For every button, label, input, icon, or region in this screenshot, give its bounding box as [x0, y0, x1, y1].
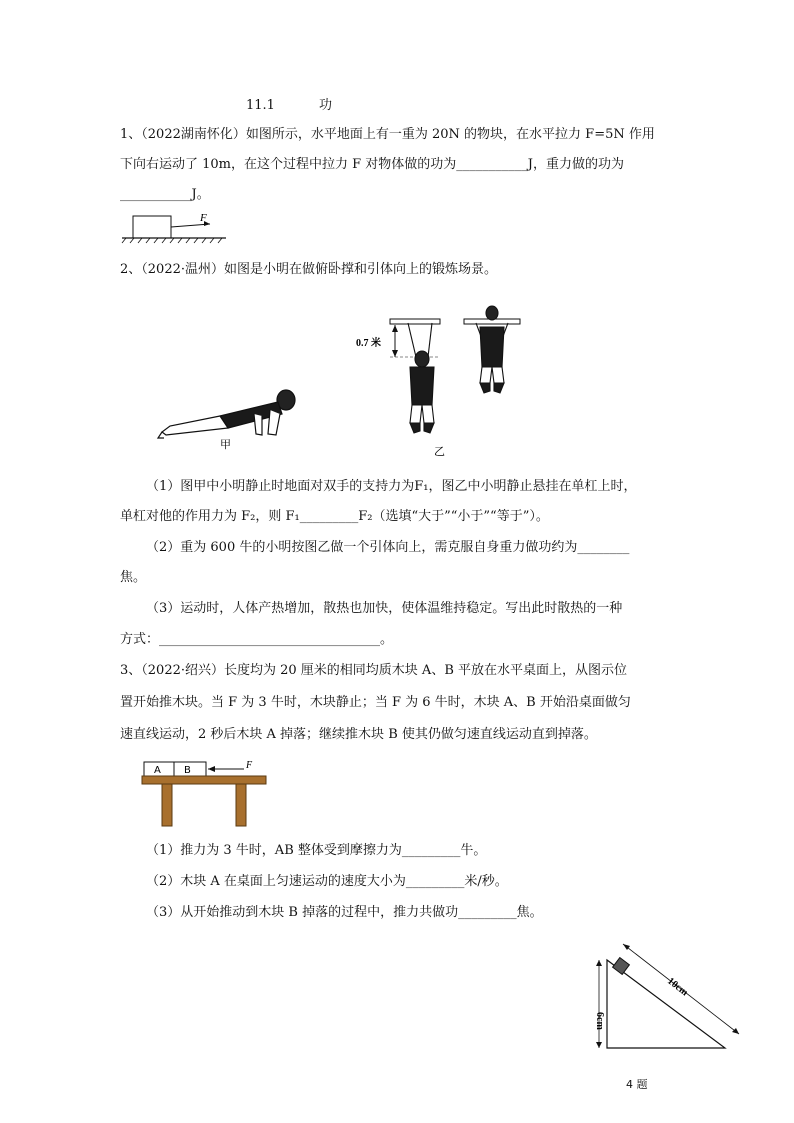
q3-part2: （2）木块 A 在桌面上匀速运动的速度大小为_________米/秒。	[146, 874, 508, 889]
pullup-label: 乙	[434, 445, 445, 458]
q1-force-label: F	[200, 212, 207, 224]
block-b-label: B	[184, 765, 191, 776]
block-a-label: A	[154, 765, 161, 776]
q2-line-1: 2、（2022·温州）如图是小明在做俯卧撑和引体向上的锻炼场景。	[120, 262, 497, 277]
section-number: 11.1	[246, 98, 275, 113]
pushup-figure	[150, 380, 310, 450]
q3-table-figure	[140, 758, 270, 830]
q2-part1-line-2: 单杠对他的作用力为 F₂，则 F₁_________F₂（选填“大于”“小于”“等于”）。	[120, 509, 549, 524]
q3-force-label: F	[246, 760, 253, 771]
height-label: 0.7 米	[356, 338, 381, 349]
q2-part2-line-2: 焦。	[120, 570, 147, 585]
q4-hyp-label: 10cm	[665, 975, 690, 999]
q2-part1-line-1: （1）图甲中小明静止时地面对双手的支持力为F₁，图乙中小明静止悬挂在单杠上时，	[146, 479, 637, 494]
q1-line-2: 下向右运动了 10m，在这个过程中拉力 F 对物体做的功为___________J，重力做的功为	[120, 157, 624, 172]
q2-part2-line-1: （2）重为 600 牛的小明按图乙做一个引体向上，需克服自身重力做功约为________	[146, 540, 630, 555]
q1-line-1: 1、（2022湖南怀化）如图所示，水平地面上有一重为 20N 的物块，在水平拉力 F=5N 作用	[120, 127, 655, 142]
page-title	[246, 98, 332, 114]
section-name: 功	[318, 98, 332, 113]
q2-part3-line-2: 方式：__________________________________。	[120, 632, 394, 647]
q4-incline-figure	[585, 940, 755, 1060]
pushup-label: 甲	[220, 438, 231, 450]
q1-line-3: ___________J。	[120, 187, 210, 202]
pullup-figure	[350, 305, 530, 465]
q3-line-2: 置开始推木块。当 F 为 3 牛时，木块静止；当 F 为 6 牛时，木块 A、B 开始沿桌面做匀	[120, 695, 631, 710]
q4-side-label: 6cm	[594, 1012, 605, 1030]
q3-line-1: 3、（2022·绍兴）长度均为 20 厘米的相同均质木块 A、B 平放在水平桌面上，从图示位	[120, 663, 628, 678]
q3-line-3: 速直线运动，2 秒后木块 A 掉落；继续推木块 B 使其仍做匀速直线运动直到掉落。	[120, 727, 597, 742]
q3-part3: （3）从开始推动到木块 B 掉落的过程中，推力共做功_________焦。	[146, 905, 543, 920]
q1-block-figure	[118, 210, 230, 244]
q3-part1: （1）推力为 3 牛时，AB 整体受到摩擦力为_________牛。	[146, 843, 487, 858]
q4-caption: 4 题	[626, 1078, 648, 1091]
q2-part3-line-1: （3）运动时，人体产热增加，散热也加快，使体温维持稳定。写出此时散热的一种	[146, 601, 623, 616]
